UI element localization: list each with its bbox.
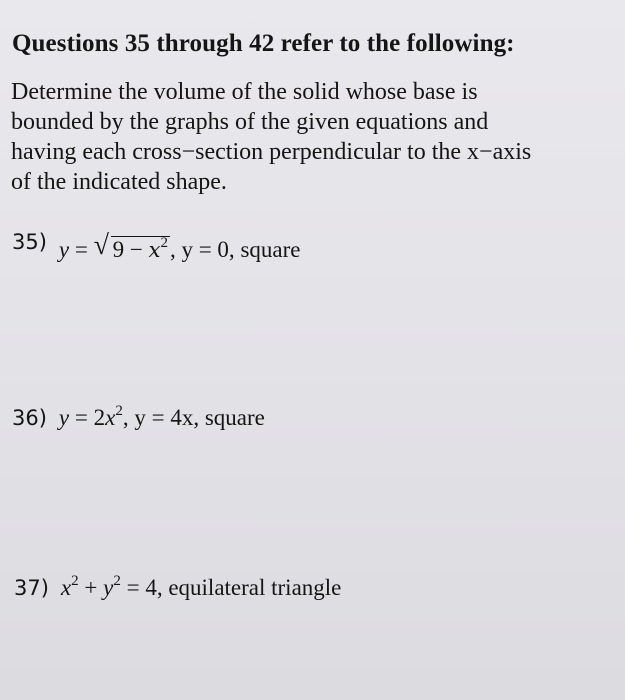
instructions-line: bounded by the graphs of the given equations and [11, 109, 489, 135]
equals-sign: = [74, 237, 88, 262]
plus-sign: + [84, 575, 98, 600]
problem-number: 35) [12, 230, 47, 254]
variable-y: y [103, 575, 114, 600]
right-hand-side: = 4, [126, 575, 163, 600]
radicand [111, 236, 170, 263]
section-heading: Questions 35 through 42 refer to the following: [12, 30, 515, 57]
minus-sign: − [129, 237, 143, 262]
radical-sign: √ [93, 230, 109, 261]
variable-x: x [148, 238, 161, 262]
square-root [93, 230, 170, 263]
cross-section-shape: square [204, 405, 265, 430]
equation [58, 230, 301, 262]
instructions-line: Determine the volume of the solid whose base is [11, 79, 478, 105]
equals-sign: = [74, 405, 88, 430]
problem-number: 36) [12, 406, 47, 430]
variable-y: y [58, 405, 70, 430]
exponent: 2 [113, 573, 121, 589]
second-equation: , y = 0, [169, 237, 235, 262]
cross-section-shape: square [240, 237, 301, 262]
variable-x: x [60, 575, 72, 600]
second-equation: , y = 4x, [122, 405, 200, 430]
variable-x: x [105, 405, 116, 430]
instructions-line: having each cross−section perpendicular to the x−axis [11, 139, 532, 165]
exponent: 2 [160, 235, 168, 251]
equation [59, 405, 265, 430]
equation [61, 575, 341, 600]
coefficient: 2 [93, 405, 106, 430]
problem-37 [14, 575, 341, 602]
exponent: 2 [71, 573, 79, 589]
cross-section-shape: equilateral triangle [168, 575, 342, 600]
instructions-paragraph [11, 77, 616, 197]
problem-36 [12, 405, 265, 432]
problem-number: 37) [14, 576, 49, 600]
exponent: 2 [115, 403, 123, 419]
variable-y: y [58, 237, 70, 262]
problem-35 [12, 228, 301, 262]
instructions-line: of the indicated shape. [11, 169, 227, 195]
radicand-constant: 9 [112, 237, 125, 262]
